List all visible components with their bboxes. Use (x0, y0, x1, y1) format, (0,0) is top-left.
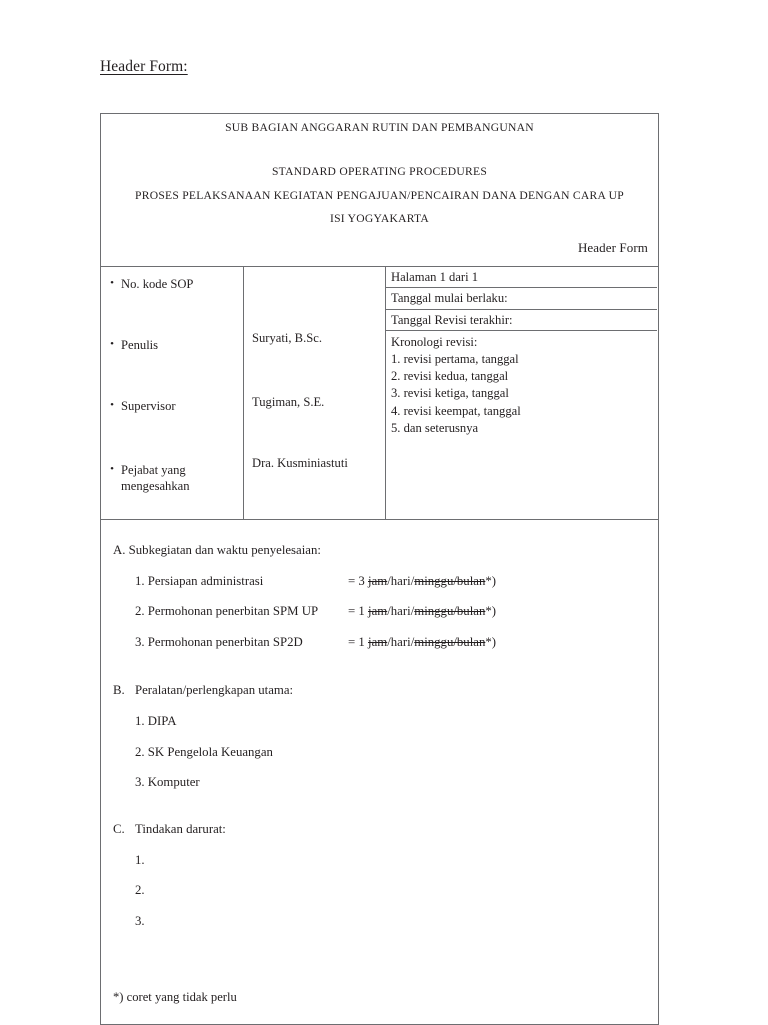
section-a-letter: A. (113, 542, 126, 557)
duration-separator: / (387, 604, 391, 619)
emergency-label: 1. (135, 852, 145, 867)
revision-item: 2. revisi kedua, tanggal (391, 369, 509, 384)
duration-footnote-marker: *) (485, 634, 497, 649)
footnote-spacer (113, 943, 658, 985)
metadata-column (386, 267, 658, 519)
emergency-item (135, 882, 658, 899)
equipment-label: 2. SK Pengelola Keuangan (135, 744, 273, 759)
revision-item: 3. revisi ketiga, tanggal (391, 386, 509, 401)
equipment-label: 3. Komputer (135, 775, 200, 790)
process-title: PROSES PELAKSANAAN KEGIATAN PENGAJUAN/PENCAIRAN DANA DENGAN CARA UP (135, 188, 624, 202)
emergency-item (135, 852, 658, 869)
section-a-row (135, 634, 658, 651)
role-label-line-2: mengesahkan (121, 479, 190, 494)
duration-separator: / (387, 573, 391, 588)
section-b-title: Peralatan/perlengkapan utama: (135, 683, 294, 698)
role-row-pejabat (101, 462, 243, 495)
meta-cell-halaman: Halaman 1 dari 1 (386, 267, 657, 288)
duration-separator: / (410, 634, 415, 649)
subactivity-duration (348, 634, 496, 651)
bullet-icon: • (110, 276, 114, 289)
section-spacer (113, 664, 658, 682)
section-b-letter: B. (113, 683, 125, 698)
duration-separator: / (410, 604, 415, 619)
section-b-heading (113, 682, 658, 699)
section-c-title: Tindakan darurat: (135, 821, 226, 836)
role-name-column (244, 267, 386, 519)
role-row-penulis (101, 337, 243, 354)
duration-unit-struck-jam: jam (368, 604, 388, 619)
duration-equals: = 1 (348, 634, 369, 649)
header-form-table (100, 113, 659, 1025)
revision-chronology-cell (386, 331, 657, 439)
organization-title: SUB BAGIAN ANGGARAN RUTIN DAN PEMBANGUNAN (225, 121, 534, 134)
role-label: No. kode SOP (121, 276, 194, 291)
duration-footnote-marker: *) (485, 573, 497, 588)
duration-unit-struck-jam: jam (368, 634, 388, 649)
equipment-item (135, 774, 658, 791)
role-row-supervisor (101, 398, 243, 415)
role-name-supervisor: Tugiman, S.E. (252, 394, 325, 409)
subactivity-label: 3. Permohonan penerbitan SP2D (135, 634, 303, 649)
meta-cell-tanggal-revisi: Tanggal Revisi terakhir: (386, 310, 657, 331)
duration-equals: = 1 (348, 604, 369, 619)
duration-unit-struck-minggu-bulan: minggu/bulan (414, 573, 486, 588)
emergency-label: 3. (135, 913, 145, 928)
equipment-item (135, 744, 658, 761)
duration-unit-struck-minggu-bulan: minggu/bulan (414, 634, 486, 649)
form-footnote: *) coret yang tidak perlu (113, 990, 237, 1005)
section-a-heading (113, 542, 658, 559)
equipment-item (135, 713, 658, 730)
duration-separator: / (387, 634, 391, 649)
city-title: ISI YOGYAKARTA (329, 212, 430, 226)
section-a-row (135, 603, 658, 620)
duration-unit-selected: hari (390, 604, 411, 619)
role-label-line-1: Pejabat yang (121, 462, 186, 477)
form-detail-band (101, 266, 658, 520)
form-body-section (101, 520, 658, 1024)
duration-unit-selected: hari (390, 634, 411, 649)
form-title-block (101, 114, 658, 266)
duration-unit-struck-jam: jam (368, 573, 388, 588)
header-form-corner-label: Header Form (577, 239, 648, 255)
duration-equals: = 3 (348, 573, 369, 588)
emergency-label: 2. (135, 883, 145, 898)
role-label: Penulis (121, 337, 159, 352)
section-c-letter: C. (113, 821, 125, 836)
subactivity-duration (348, 573, 496, 590)
revision-item: 5. dan seterusnya (391, 420, 479, 435)
section-a-title: Subkegiatan dan waktu penyelesaian: (128, 542, 321, 557)
document-caption: Header Form: (100, 58, 188, 75)
role-name-penulis: Suryati, B.Sc. (252, 330, 322, 345)
subactivity-label: 1. Persiapan administrasi (135, 573, 264, 588)
section-a-row (135, 573, 658, 590)
duration-footnote-marker: *) (485, 604, 497, 619)
bullet-icon: • (110, 337, 114, 350)
section-c-heading (113, 821, 658, 838)
equipment-label: 1. DIPA (135, 714, 177, 729)
role-row-kode-sop (101, 276, 243, 293)
duration-unit-struck-minggu-bulan: minggu/bulan (414, 604, 486, 619)
sop-title: STANDARD OPERATING PROCEDURES (271, 165, 488, 179)
revision-item: 1. revisi pertama, tanggal (391, 352, 519, 367)
role-name-pejabat: Dra. Kusminiastuti (252, 456, 348, 471)
subactivity-duration (348, 603, 496, 620)
emergency-item (135, 913, 658, 930)
duration-unit-selected: hari (390, 573, 411, 588)
duration-separator: / (410, 573, 415, 588)
revision-item: 4. revisi keempat, tanggal (391, 403, 521, 418)
revision-heading: Kronologi revisi: (391, 335, 478, 350)
subactivity-label: 2. Permohonan penerbitan SPM UP (135, 604, 319, 619)
bullet-icon: • (110, 462, 114, 475)
role-label (121, 462, 194, 495)
role-label: Supervisor (121, 399, 176, 414)
role-label-column (101, 267, 244, 519)
section-spacer (113, 805, 658, 821)
bullet-icon: • (110, 399, 114, 412)
meta-cell-tanggal-mulai: Tanggal mulai berlaku: (386, 288, 657, 309)
